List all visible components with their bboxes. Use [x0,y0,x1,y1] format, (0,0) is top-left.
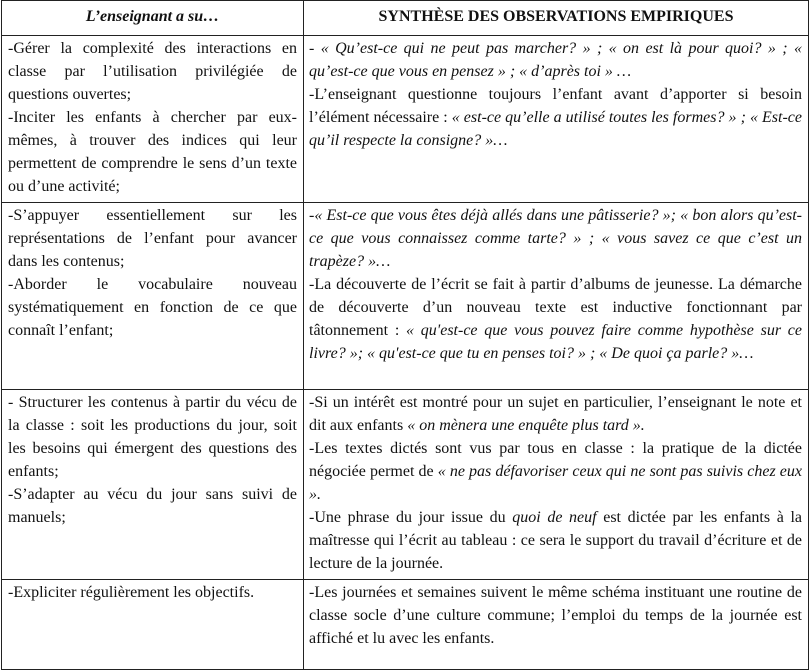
skill-item: -Aborder le vocabulaire nouveau systématiquement en fonction de ce que connaît l’enfant; [8,276,297,339]
observation-text: -La découverte de l’écrit se fait à partir d’albums de jeunesse. La démarche de découverte d’un nouveau texte est inductive fonctionnant par tâtonnement : [309,276,802,339]
observations-table [1,0,809,670]
observations-cell [304,580,809,670]
teacher-skills-cell [2,203,304,390]
observation-text: - [309,207,315,224]
observation-paragraph [309,83,802,152]
skill-item: -S’adapter au vécu du jour sans suivi de manuels; [8,486,297,526]
observation-quote: « est-ce qu’elle a utilisé toutes les formes? » ; « Est-ce qu’il respecte la consigne? »… [309,109,803,149]
column-header-synthesis: SYNTHÈSE DES OBSERVATIONS EMPIRIQUES [304,1,809,36]
observations-cell [304,390,809,580]
skill-item: -Gérer la complexité des interactions en classe par l’utilisation privilégiée de questions ouvertes; [8,40,297,103]
column-header-teacher: L’enseignant a su… [2,1,304,36]
observation-paragraph [309,37,802,83]
table-row [2,203,809,390]
observation-quote: « Est-ce que vous êtes déjà allés dans une pâtisserie? »; « bon alors qu’est-ce que vous connaissez comme tarte? » ; « vous savez ce que c’est un trapèze? »… [309,207,802,270]
table-row [2,580,809,670]
observation-text: -Les journées et semaines suivent le même schéma instituant une routine de classe socle d’une culture commune; l’emploi du temps de la journée est affiché et lu avec les enfants. [309,584,802,647]
observation-paragraph [309,391,802,437]
observation-quote: « ne pas défavoriser ceux qui ne sont pas suivis chez eux ». [309,463,803,503]
observation-quote: « on mènera une enquête plus tard ». [407,417,645,434]
observation-text: - [309,40,321,57]
observation-text: est dictée par les enfants à la maîtresse qui l’écrit au tableau : ce sera le support du travail d’écriture et de lecture de la journée. [309,509,803,572]
observation-term: quoi de neuf [512,509,597,526]
teacher-skills-cell [2,36,304,203]
observation-quote: « Qu’est-ce qui ne peut pas marcher? » ; « on est là pour quoi? » ; « qu’est-ce que vous en pensez » ; « d’après toi » … [309,40,803,80]
observation-text: -Une phrase du jour issue du [309,509,513,526]
observation-quote: « qu'est-ce que vous pouvez faire comme hypothèse sur ce livre? »; « qu'est-ce que tu en penses toi? » ; « De quoi ça parle? »… [309,322,803,362]
observations-cell [304,203,809,390]
teacher-skills-cell [2,390,304,580]
table-row [2,390,809,580]
observation-paragraph [309,204,802,273]
skill-item: -Inciter les enfants à chercher par eux-mêmes, à trouver des indices qui leur permettent de comprendre le sens d’un texte ou d’une activité; [8,109,297,195]
observation-text: -Si un intérêt est montré pour un sujet en particulier, l’enseignant le note et dit aux enfants [309,394,802,434]
observation-paragraph [309,273,802,365]
observation-text: -Les textes dictés sont vus par tous en classe : la pratique de la dictée négociée permet de [309,440,802,480]
observations-cell [304,36,809,203]
observation-text: -L’enseignant questionne toujours l’enfant avant d’apporter si besoin l’élément nécessaire : [309,86,802,126]
skill-item: - Structurer les contenus à partir du vécu de la classe : soit les productions du jour, soit les besoins qui émergent des questions des enfants; [8,394,297,480]
observation-paragraph [309,581,802,650]
skill-item: -S’appuyer essentiellement sur les représentations de l’enfant pour avancer dans les contenus; [8,207,297,270]
observation-paragraph [309,437,802,506]
observation-paragraph [309,506,802,575]
skill-item: -Expliciter régulièrement les objectifs. [8,584,255,601]
teacher-skills-cell [2,580,304,670]
table-header-row [2,1,809,36]
table-row [2,36,809,203]
